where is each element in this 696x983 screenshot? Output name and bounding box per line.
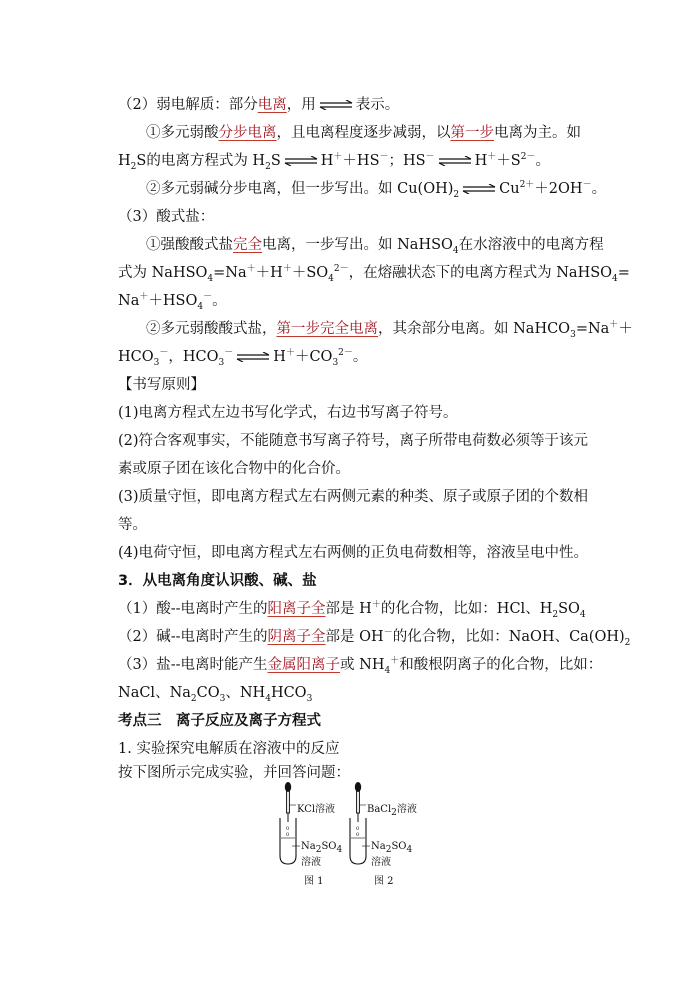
tube2-solution-label-2: 溶液 <box>371 857 391 868</box>
tube2-reagent-label: BaCl$_2$溶液 <box>367 804 417 818</box>
tube1-solution-label-2: 溶液 <box>301 857 321 868</box>
line-salt-examples: NaCl、$Na_2CO_3$、$NH_4HCO_3$ <box>118 685 313 704</box>
term-dianli: 电离 <box>257 97 287 113</box>
principle-4: (4)电荷守恒，即电离方程式左右两侧的正负电荷数相等，溶液呈电中性。 <box>118 545 589 561</box>
svg-text:0: 0 <box>356 832 360 838</box>
svg-text:0: 0 <box>356 826 360 832</box>
equilibrium-arrow-icon <box>462 184 496 194</box>
figure-caption-2: 图 2 <box>374 876 394 887</box>
line-salt-definition: （3）盐--电离时能产生金属阳离子或 $NH_4^+$和酸根阴离子的化合物，比如： <box>118 656 603 676</box>
term-step-ionization: 分步电离 <box>218 125 277 141</box>
line-weak-acid-salt: ②多元弱酸酸式盐，第一步完全电离，其余部分电离。如 NaHCO$_3$=Na＋＋ <box>146 320 633 340</box>
principle-2-cont: 素或原子团在该化合物中的化合价。 <box>118 461 350 477</box>
line-h2s-equation: $H_2S$的电离方程式为 $H_2S$ H＋＋HS－；HS－ $H^++S^{2-}$。 <box>118 152 550 172</box>
svg-text:0: 0 <box>286 826 290 832</box>
principle-2: (2)符合客观事实，不能随意书写离子符号，离子所带电荷数必须等于该元 <box>118 433 589 449</box>
line-base-definition: （2）碱--电离时产生的阴离子全部是 OH－的化合物，比如：NaOH、$Ca(OH)_2$ <box>118 628 631 648</box>
tube1-solution-label: $Na_2SO_4$ <box>301 841 343 855</box>
tube2-solution-label: $Na_2SO_4$ <box>371 841 413 855</box>
dropper-2 <box>355 782 361 822</box>
equilibrium-arrow-icon <box>438 156 472 166</box>
principle-1: (1)电离方程式左边书写化学式，右边书写离子符号。 <box>118 405 458 421</box>
line-acid-definition: （1）酸--电离时产生的阳离子全部是 H＋的化合物，比如：HCl、$H_2SO_4$ <box>118 600 586 620</box>
line-polyacid: ①多元弱酸分步电离，且电离程度逐步减弱，以第一步电离为主。如 <box>146 125 581 141</box>
term-complete: 完全 <box>233 237 262 253</box>
subheading-experiment: 1. 实验探究电解质在溶液中的反应 <box>118 741 340 757</box>
tube1-reagent-label: KCl溶液 <box>297 804 336 815</box>
line-nahso4-melt: $Na^++HSO_4^-$。 <box>118 292 227 312</box>
svg-text:0: 0 <box>286 832 290 838</box>
term-first-complete: 第一步完全电离 <box>276 321 378 337</box>
heading-writing-principles: 【书写原则】 <box>118 377 205 393</box>
experiment-figure <box>270 778 440 888</box>
equilibrium-arrow-icon <box>236 352 270 362</box>
term-cation-all: 阳离子全 <box>267 601 326 617</box>
equilibrium-arrow-icon <box>319 100 353 110</box>
test-tube-diagram <box>270 778 440 888</box>
term-anion-all: 阴离子全 <box>267 629 326 645</box>
principle-3-cont: 等。 <box>118 517 147 533</box>
term-first-step: 第一步 <box>450 125 494 141</box>
dropper-1 <box>285 782 291 822</box>
line-weak-electrolyte: （2）弱电解质：部分电离，用 表示。 <box>118 97 400 113</box>
figure-caption-1: 图 1 <box>304 876 324 887</box>
equilibrium-arrow-icon <box>284 156 318 166</box>
section-heading-acid-base-salt: 3．从电离角度认识酸、碱、盐 <box>118 573 317 589</box>
line-acid-salt-heading: （3）酸式盐： <box>118 209 215 225</box>
principle-3: (3)质量守恒，即电离方程式左右两侧元素的种类、原子或原子团的个数相 <box>118 489 589 505</box>
section-heading-ionic-reaction: 考点三 离子反应及离子方程式 <box>118 713 321 729</box>
line-nahso4-equation: 式为 $NaHSO_4=Na^++H^++SO_4^{2-}$，在熔融状态下的电离方程式为 NaHSO$_4$= <box>118 264 630 284</box>
line-polybase: ②多元弱碱分步电离，但一步写出。如 $Cu(OH)_2$ $Cu^{2+}+2OH^-$。 <box>146 180 607 200</box>
term-metal-cation: 金属阳离子 <box>267 657 341 673</box>
instruction-line: 按下图所示完成实验，并回答问题： <box>118 765 350 781</box>
line-strong-acid-salt: ①强酸酸式盐完全电离，一步写出。如 NaHSO$_4$在水溶液中的电离方程 <box>146 237 604 256</box>
line-hco3-equation: $HCO_3^-$，$HCO_3^-$ $H^++CO_3^{2-}$。 <box>118 348 368 368</box>
